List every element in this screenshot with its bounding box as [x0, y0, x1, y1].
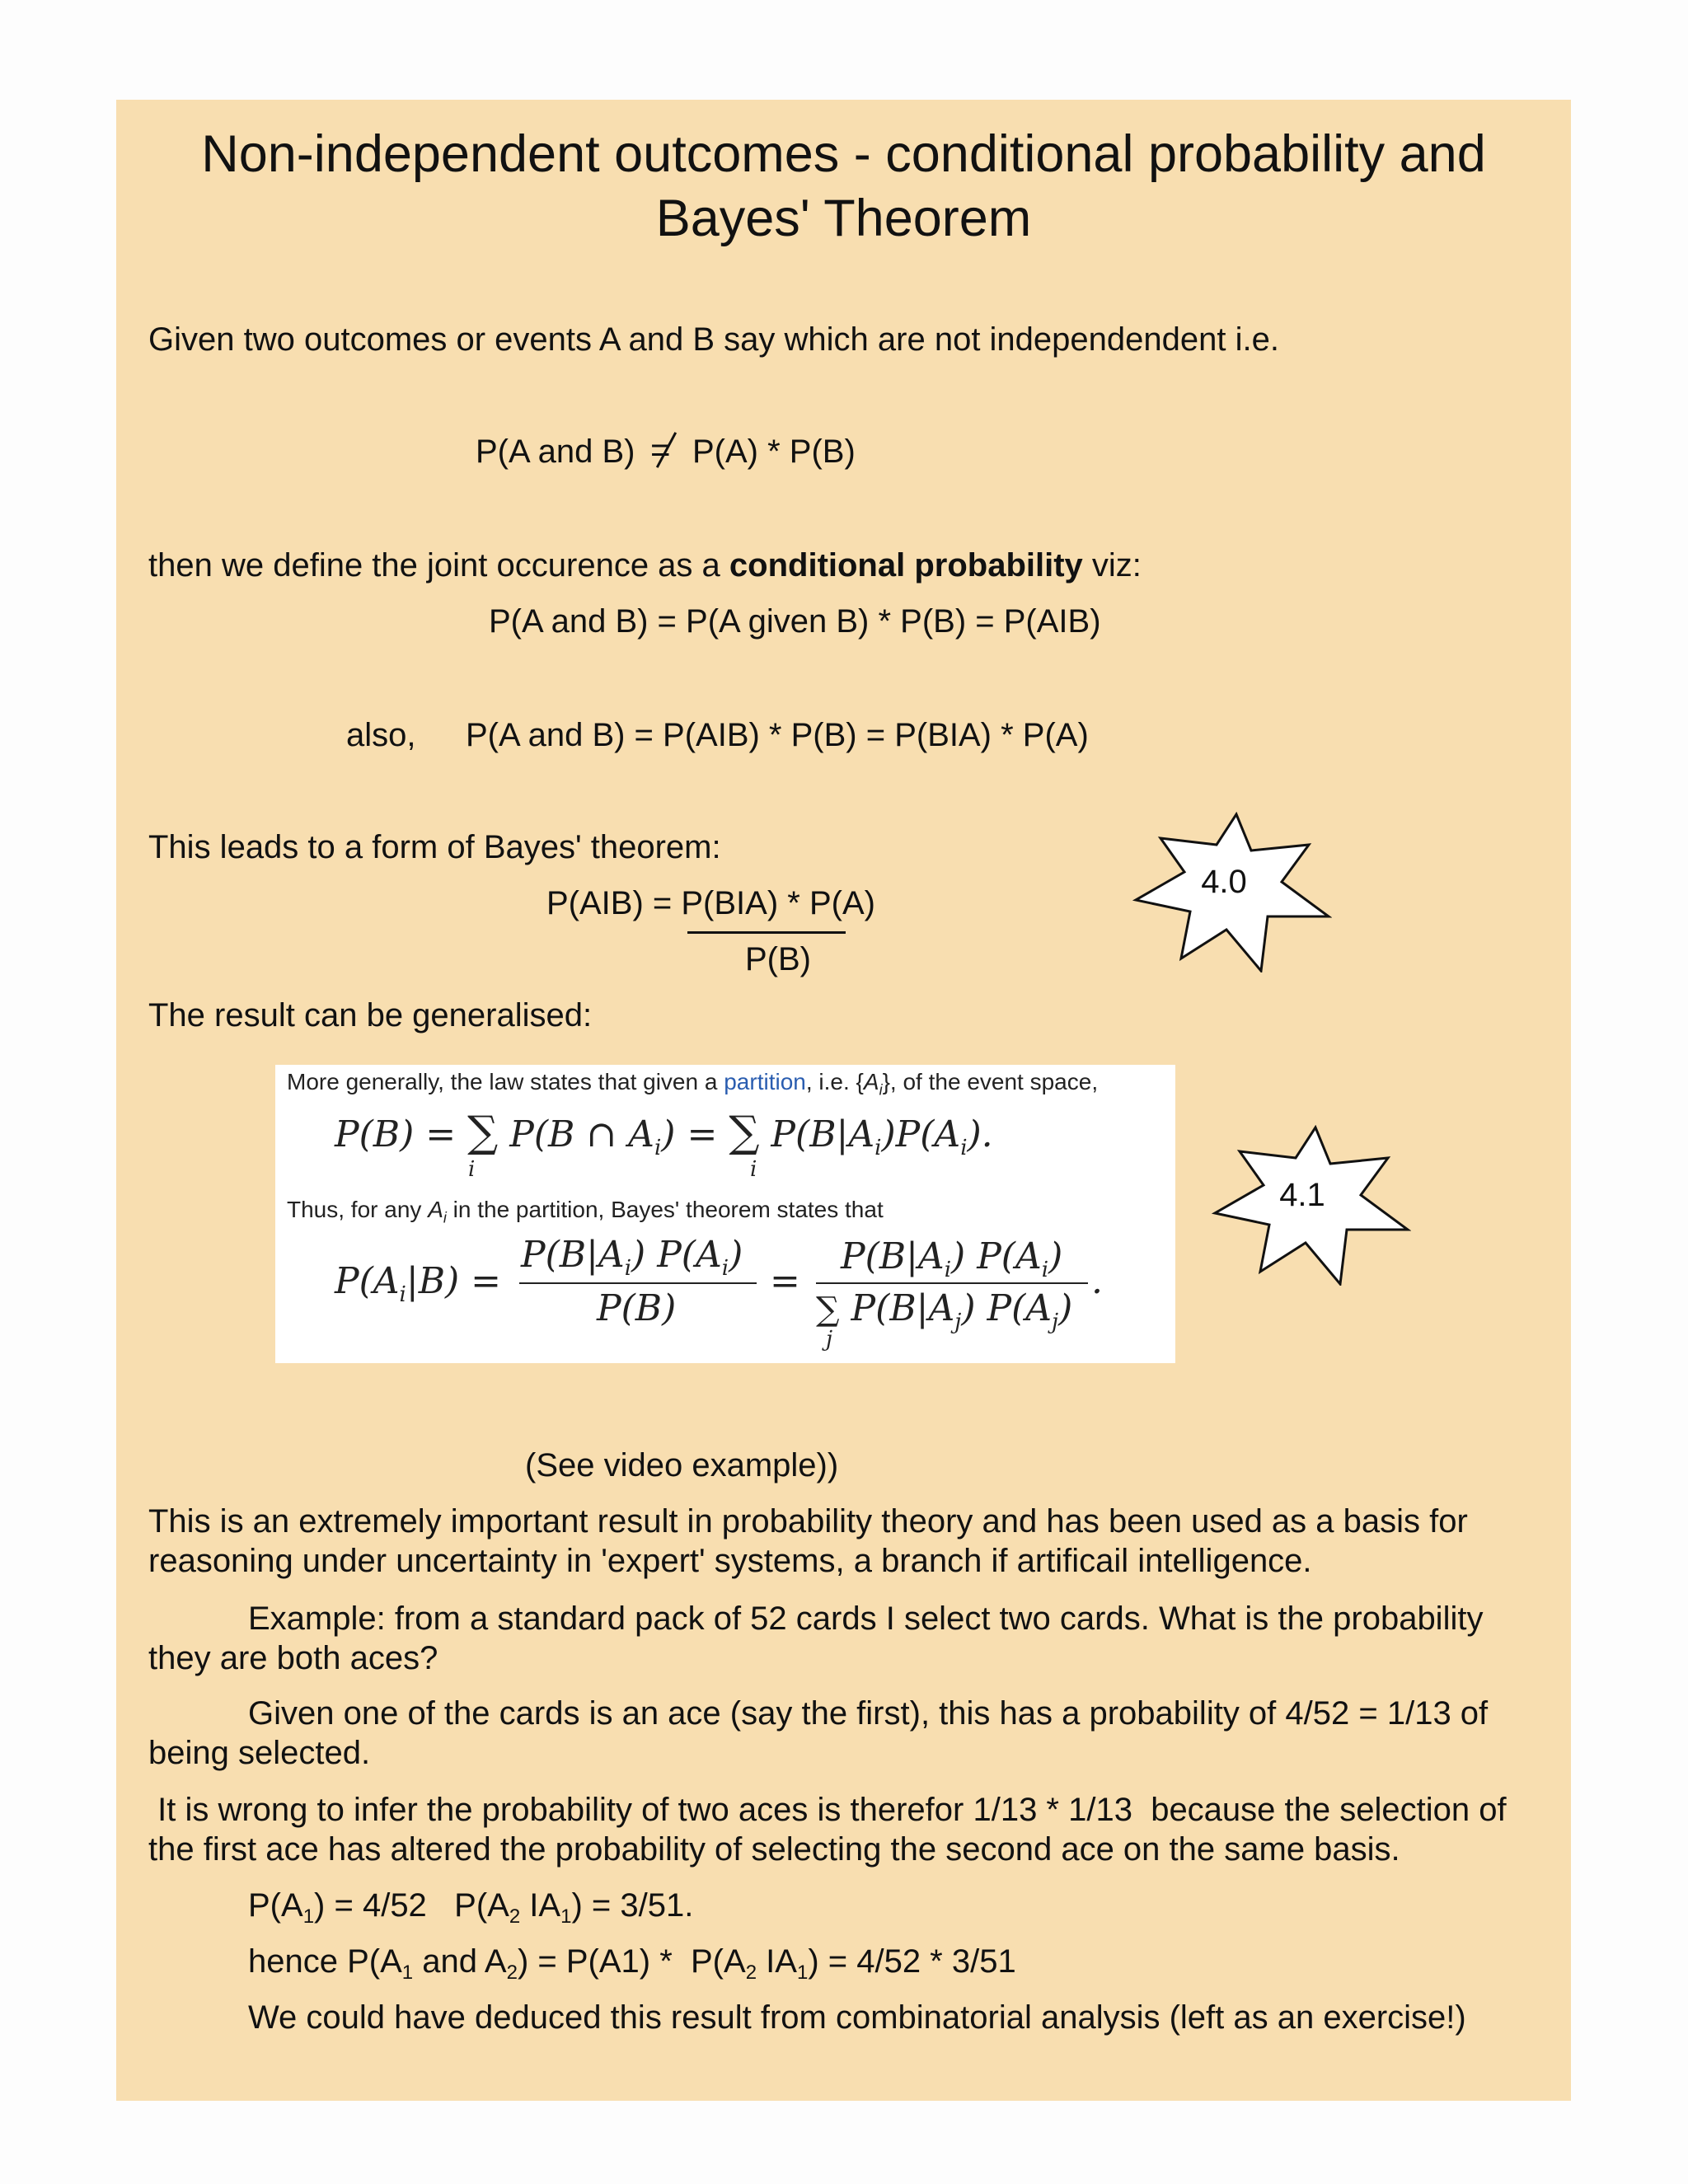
formula-line-3: Thus, for any $A_i$ in the partition, Bayes' theorem states that — [287, 1197, 884, 1226]
bayes-general-num-2: $P(B|A_i)$ $P(A_i)$ — [841, 1235, 1063, 1282]
example-line-1: Example: from a standard pack of 52 cards I select two cards. What is the probability — [248, 1601, 1484, 1637]
definition-post: viz: — [1082, 547, 1142, 583]
bayes-general-lhs: $P(A_i|B)$ = — [335, 1260, 502, 1307]
neq-right: P(A) * P(B) — [692, 434, 856, 470]
neq-left: P(A and B) — [476, 434, 635, 470]
see-video-text: (See video example)) — [525, 1447, 839, 1483]
also-label: also, — [346, 717, 416, 753]
star-label-4-0: 4.0 — [1201, 864, 1247, 900]
definition-pre: then we define the joint occurence as a — [148, 547, 729, 583]
given-line-2: being selected. — [148, 1735, 371, 1771]
bayes-general-den-1: P(B) — [597, 1287, 677, 1329]
leads-text: This leads to a form of Bayes' theorem: — [148, 829, 721, 865]
equation-1: P(A and B) = P(A given B) * P(B) = P(AIB) — [489, 603, 1101, 640]
bayes-general-num-1: $P(B|A_i)$ $P(A_i)$ — [521, 1234, 743, 1281]
calculation-line-1: $P(A_1) = 4/52$ $P(A_2$ $IA_1) = 3/51$. — [248, 1887, 694, 1928]
total-probability-formula: P(B) = ∑ P(B ∩ $A_i$) = ∑ $P(B|A_i)P(A_i)$. — [335, 1108, 993, 1160]
definition-bold: conditional probability — [729, 547, 1083, 583]
definition-text — [148, 546, 1142, 585]
bayes-denominator: P(B) — [745, 941, 811, 977]
title-line-1: Non-independent outcomes - conditional probability and — [201, 125, 1486, 183]
sum-index-j: j — [826, 1327, 833, 1352]
generalised-text: The result can be generalised: — [148, 997, 593, 1033]
important-line-2: reasoning under uncertainty in 'expert' systems, a branch if artificail intelligence. — [148, 1543, 1312, 1579]
title-line-2: Bayes' Theorem — [655, 190, 1032, 247]
equation-2: P(A and B) = P(AIB) * P(B) = P(BIA) * P(A) — [466, 717, 1089, 753]
bayes-numerator: P(AIB) = P(BIA) * P(A) — [546, 885, 875, 921]
example-line-2: they are both aces? — [148, 1640, 438, 1676]
star-label-4-1: 4.1 — [1279, 1177, 1325, 1213]
not-equal-sign: = — [650, 430, 671, 469]
partition-link[interactable]: partition — [724, 1069, 806, 1094]
equals-sign: = — [770, 1260, 800, 1302]
trailing-period: . — [1091, 1260, 1103, 1302]
wrong-line-1: It is wrong to infer the probability of two aces is therefor 1/13 * 1/13 because the selection of — [148, 1792, 1507, 1828]
general-fraction-bar-2 — [816, 1282, 1088, 1284]
wrong-line-2: the first ace has altered the probability of selecting the second ace on the same basis. — [148, 1831, 1400, 1868]
page-title — [116, 122, 1571, 251]
given-line-1: Given one of the cards is an ace (say the first), this has a probability of 4/52 = 1/13 of — [248, 1695, 1489, 1732]
general-fraction-bar-1 — [519, 1282, 757, 1284]
important-line-1: This is an extremely important result in probability theory and has been used as a basis for — [148, 1503, 1468, 1540]
sum-index-i-1: i — [468, 1157, 476, 1182]
closing-text: We could have deduced this result from combinatorial analysis (left as an exercise!) — [248, 1999, 1466, 2036]
intro-text: Given two outcomes or events A and B say which are not independendent i.e. — [148, 321, 1279, 358]
formula-line-1: More generally, the law states that given a partition, i.e. $\{A_i\}$, of the event space, — [287, 1069, 1099, 1099]
calculation-line-2: hence $P(A_1$ and $A_2) = P(A1) * P(A_2$ $IA_1) = 4/52 * 3/51$ — [248, 1943, 1016, 1984]
bayes-general-den-2: ∑ $P(B|A_j)$ $P(A_j)$ — [816, 1287, 1073, 1334]
bayes-fraction-bar — [687, 931, 846, 934]
sum-index-i-2: i — [750, 1157, 757, 1182]
formula-image — [275, 1065, 1175, 1363]
